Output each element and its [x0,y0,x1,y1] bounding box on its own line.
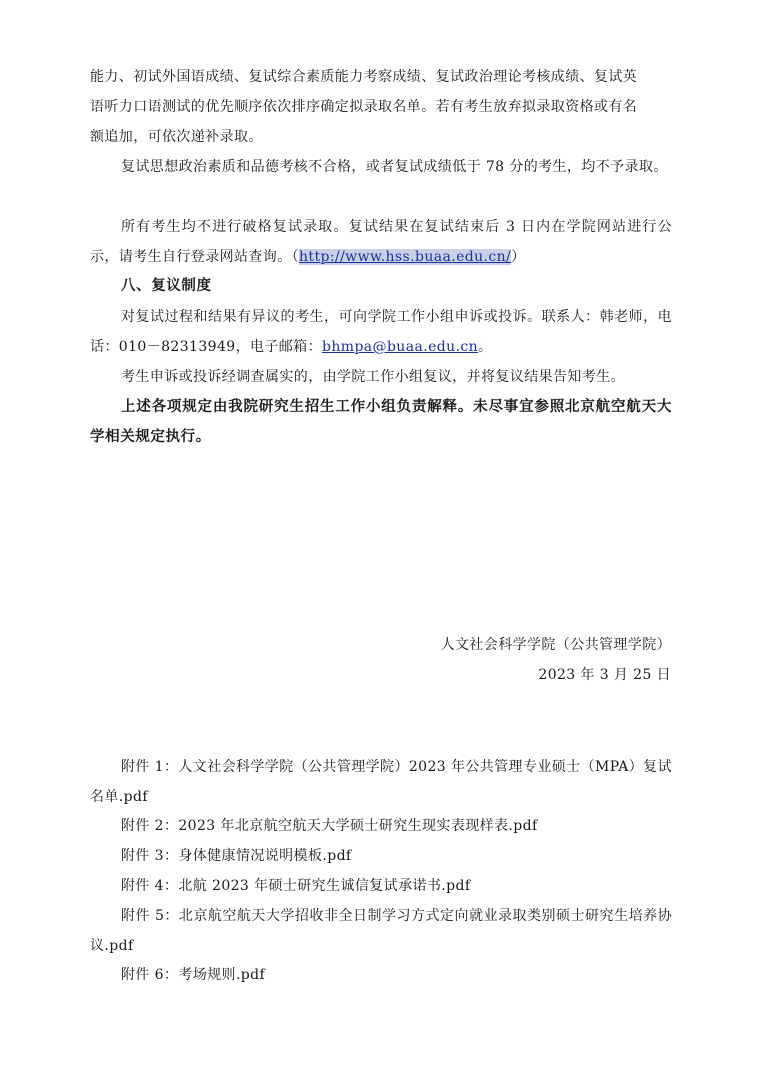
paragraph-results-publication [90,212,672,272]
text-span: 对复试过程和结果有异议的考生，可向学院工作小组申诉或投诉。联系人：韩老师，电话：010－82313949，电子邮箱： [90,309,672,355]
attachment-link-1[interactable]: 附件 1：人文社会科学学院（公共管理学院）2023 年公共管理专业硕士（MPA）复试名单.pdf [90,759,672,805]
signature-organization: 人文社会科学学院（公共管理学院） [440,637,671,653]
paragraph-disqualification: 复试思想政治素质和品德考核不合格，或者复试成绩低于 78 分的考生，均不予录取。 [121,159,668,175]
text-span: 所有考生均不进行破格复试录取。复试结果在复试结束后 3 日内在学院网站进行公示，请考生自行登录网站查询。（ [90,219,672,265]
text-span: 。 [478,339,493,355]
paragraph-interpretation: 上述各项规定由我院研究生招生工作小组负责解释。未尽事宜参照北京航空航天大学相关规定执行。 [90,398,672,445]
section-heading-review: 八、复议制度 [121,277,212,294]
attachment-link-5[interactable]: 附件 5：北京航空航天大学招收非全日制学习方式定向就业录取类别硕士研究生培养协议.pdf [90,908,672,954]
paragraph-appeal: 考生申诉或投诉经调查属实的，由学院工作小组复议，并将复议结果告知考生。 [121,369,625,385]
paragraph-ranking [90,62,672,152]
attachment-link-6[interactable]: 附件 6：考场规则.pdf [121,967,266,983]
signature-date: 2023 年 3 月 25 日 [538,667,671,683]
text-line: 额追加，可依次递补录取。 [90,129,263,145]
text-line: 语听力口语测试的优先顺序依次排序确定拟录取名单。若有考生放弃拟录取资格或有名 [90,99,638,115]
text-line: 能力、初试外国语成绩、复试综合素质能力考察成绩、复试政治理论考核成绩、复试英 [90,69,638,85]
paragraph-contact [90,302,672,362]
attachment-link-2[interactable]: 附件 2：2023 年北京航空航天大学硕士研究生现实表现样表.pdf [121,818,538,834]
attachment-link-3[interactable]: 附件 3：身体健康情况说明模板.pdf [121,848,352,864]
attachment-link-4[interactable]: 附件 4：北航 2023 年硕士研究生诚信复试承诺书.pdf [121,878,471,894]
website-link[interactable]: http://www.hss.buaa.edu.cn/ [299,249,512,265]
text-span: ） [511,249,526,265]
email-link[interactable]: bhmpa@buaa.edu.cn [321,339,479,355]
